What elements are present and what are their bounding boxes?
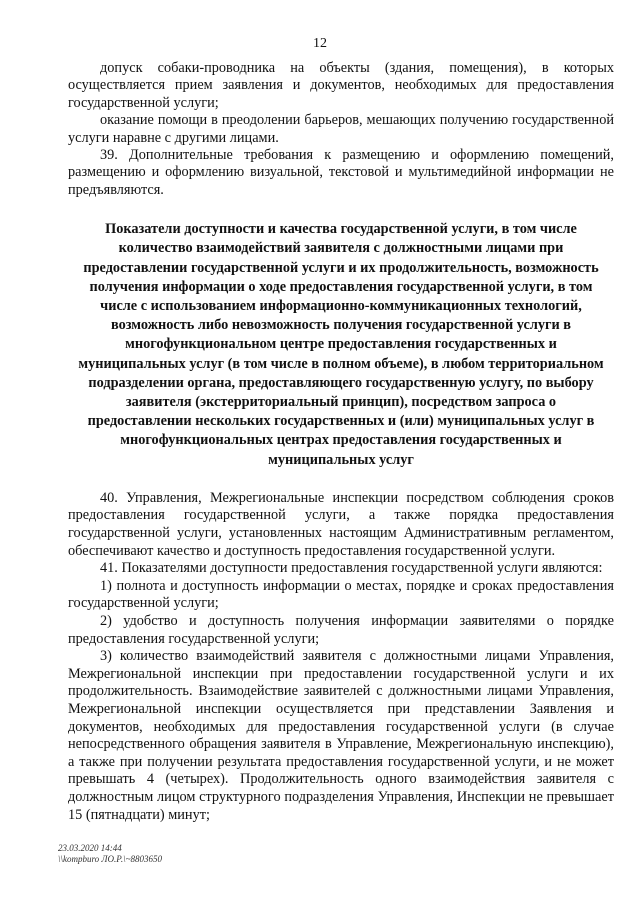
document-footer [58,843,162,865]
section-heading: Показатели доступности и качества государственной услуги, в том числе количество взаимодействий заявителя с должностными лицами при предоставлении государственной услуги и их продолжительность, возможность получения информации о ходе предоставления государственной услуги, в том числе с использованием информационно-коммуникационных технологий, возможность либо невозможность получения государственной услуги в многофункциональном центре предоставления государственных и муниципальных услуг (в том числе в полном объеме), в любом территориальном подразделении органа, предоставляющего государственную услугу, по выбору заявителя (экстерриториальный принцип), посредством запроса о предоставлении нескольких государственных и (или) муниципальных услуг в многофункциональных центрах предоставления государственных и муниципальных услуг [78,221,604,468]
list-item-2: 2) удобство и доступность получения информации заявителями о порядке предоставления государственной услуги; [68,613,614,647]
footer-timestamp: 23.03.2020 14:44 [58,843,122,853]
document-body [68,60,614,824]
paragraph-guide-dog: допуск собаки-проводника на объекты (здания, помещения), в которых осуществляется прием заявления и документов, необходимых для предоставления государственной услуги; [68,60,614,111]
footer-file-path: \\kompburo ЛО.Р.\~8803650 [58,854,162,864]
paragraph-group-bottom [68,490,614,824]
list-item-1: 1) полнота и доступность информации о местах, порядке и сроках предоставления государственной услуги; [68,577,614,612]
paragraph-assistance: оказание помощи в преодолении барьеров, мешающих получению государственной услуги наравне с другими лицами. [68,112,614,146]
paragraph-41: 41. Показателями доступности предоставления государственной услуги являются: [100,560,603,577]
paragraph-39: 39. Дополнительные требования к размещению и оформлению помещений, размещению и оформлению визуальной, текстовой и мультимедийной информации не предъявляются. [68,147,614,198]
paragraph-group-top [68,60,614,199]
page-number: 12 [313,36,327,51]
paragraph-40: 40. Управления, Межрегиональные инспекции посредством соблюдения сроков предоставления государственной услуги, а также порядка предоставления государственной услуги, установленных настоящим Административным регламентом, обеспечивают качество и доступность предоставления государственной услуги. [68,489,614,559]
list-item-3: 3) количество взаимодействий заявителя с должностными лицами Управления, Межрегиональной инспекции при предоставлении государственной услуги и их продолжительность. Взаимодействие заявителей с должностными лицами Управления, Межрегиональной инспекции осуществляется при представлении Заявления и документов, необходимых для предоставления государственной услуги (в случае непосредственного обращения заявителя в Управление, Межрегиональную инспекцию), а также при получении результата предоставления государственной услуги, и не может превышать 4 (четырех). Продолжительность одного взаимодействия заявителя с должностным лицом структурного подразделения Управления, Инспекции не превышает 15 (пятнадцати) минут; [68,648,614,823]
